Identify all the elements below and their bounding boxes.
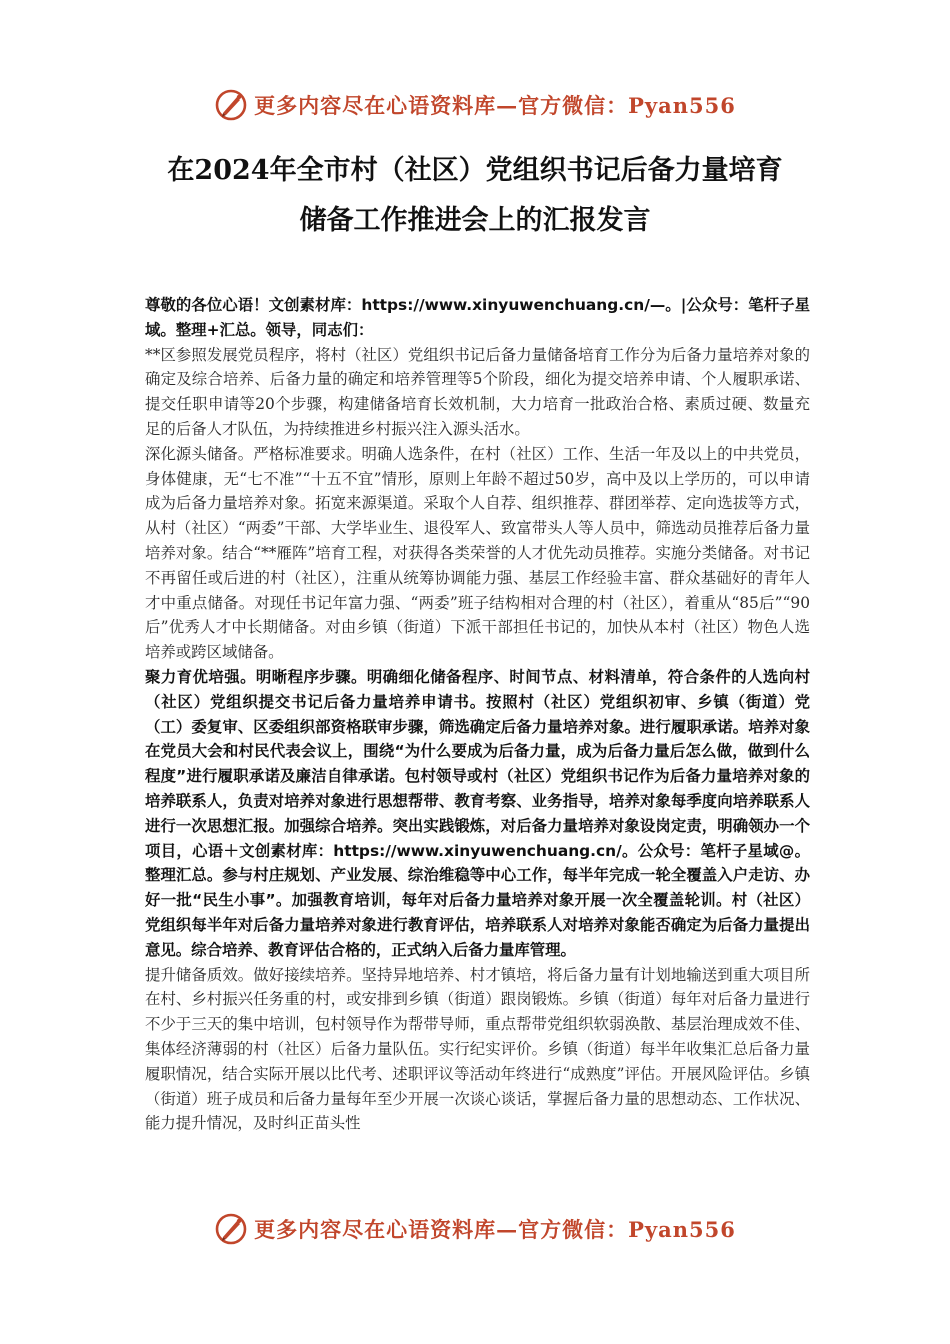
title-line-1: 在2024年全市村（社区）党组织书记后备力量培育 [167, 155, 783, 186]
pen-logo-icon [214, 1212, 248, 1246]
title-line-2: 储备工作推进会上的汇报发言 [299, 205, 651, 236]
intro-paragraph: **区参照发展党员程序，将村（社区）党组织书记后备力量储备培育工作分为后备力量培养对象的确定及综合培养、后备力量的确定和培养管理等5个阶段，细化为提交培养申请、个人履职承诺、提交任职申请等20个步骤，构建储备培育长效机制，大力培育一批政治合格、素质过硬、数量充足的后备人才队伍，为持续推进乡村振兴注入源头活水。 [145, 345, 810, 438]
document-title [90, 146, 860, 246]
section-quality-paragraph: 提升储备质效。做好接续培养。坚持异地培养、村才镇培，将后备力量有计划地输送到重大项目所在村、乡村振兴任务重的村，或安排到乡镇（街道）跟岗锻炼。乡镇（街道）每年对后备力量进行不少于三天的集中培训，包村领导作为帮带导师，重点帮带党组织软弱涣散、基层治理成效不佳、集体经济薄弱的村（社区）后备力量队伍。实行纪实评价。乡镇（街道）每半年收集汇总后备力量履职情况，结合实际开展以比代考、述职评议等活动年终进行“成熟度”评估。开展风险评估。乡镇（街道）班子成员和后备力量每年至少开展一次谈心谈话，掌握后备力量的思想动态、工作状况、能力提升情况，及时纠正苗头性 [145, 965, 810, 1133]
salutation-paragraph: 尊敬的各位心语！文创素材库：https://www.xinyuwenchuang.cn/—。|公众号：笔杆子星域。整理+汇总。领导，同志们： [145, 296, 810, 339]
document-body [145, 293, 810, 1136]
pen-logo-icon [214, 88, 248, 122]
footer-watermark-banner [0, 1206, 950, 1252]
footer-watermark-text: 更多内容尽在心语资料库—官方微信：Pyan556 [254, 1217, 736, 1242]
section-cultivation-paragraph: 聚力育优培强。明晰程序步骤。明确细化储备程序、时间节点、材料清单，符合条件的人选向村（社区）党组织提交书记后备力量培养申请书。按照村（社区）党组织初审、乡镇（街道）党（工）委复审、区委组织部资格联审步骤，筛选确定后备力量培养对象。进行履职承诺。培养对象在党员大会和村民代表会议上，围绕“为什么要成为后备力量，成为后备力量后怎么做，做到什么程度”进行履职承诺及廉洁自律承诺。包村领导或村（社区）党组织书记作为后备力量培养对象的培养联系人，负责对培养对象进行思想帮带、教育考察、业务指导，培养对象每季度向培养联系人进行一次思想汇报。加强综合培养。突出实践锻炼，对后备力量培养对象设岗定责，明确领办一个项目，心语＋文创素材库：https://www.xinyuwenchuang.cn/。公众号：笔杆子星域@。整理汇总。参与村庄规划、产业发展、综治维稳等中心工作，每半年完成一轮全覆盖入户走访、办好一批“民生小事”。加强教育培训，每年对后备力量培养对象开展一次全覆盖轮训。村（社区）党组织每半年对后备力量培养对象进行教育评估，培养联系人对培养对象能否确定为后备力量提出意见。综合培养、教育评估合格的，正式纳入后备力量库管理。 [145, 667, 810, 959]
header-watermark-text: 更多内容尽在心语资料库—官方微信：Pyan556 [254, 93, 736, 118]
header-watermark-banner [0, 82, 950, 128]
section-source-reserve-paragraph: 深化源头储备。严格标准要求。明确人选条件，在村（社区）工作、生活一年及以上的中共党员，身体健康，无“七不准”“十五不宜”情形，原则上年龄不超过50岁，高中及以上学历的，可以申请成为后备力量培养对象。拓宽来源渠道。采取个人自荐、组织推荐、群团举荐、定向选拔等方式，从村（社区）“两委”干部、大学毕业生、退役军人、致富带头人等人员中，筛选动员推荐后备力量培养对象。结合“**雁阵”培育工程，对获得各类荣誉的人才优先动员推荐。实施分类储备。对书记不再留任或后进的村（社区），注重从统筹协调能力强、基层工作经验丰富、群众基础好的青年人才中重点储备。对现任书记年富力强、“两委”班子结构相对合理的村（社区），着重从“85后”“90后”优秀人才中长期储备。对由乡镇（街道）下派干部担任书记的，加快从本村（社区）物色人选培养或跨区域储备。 [145, 444, 810, 662]
